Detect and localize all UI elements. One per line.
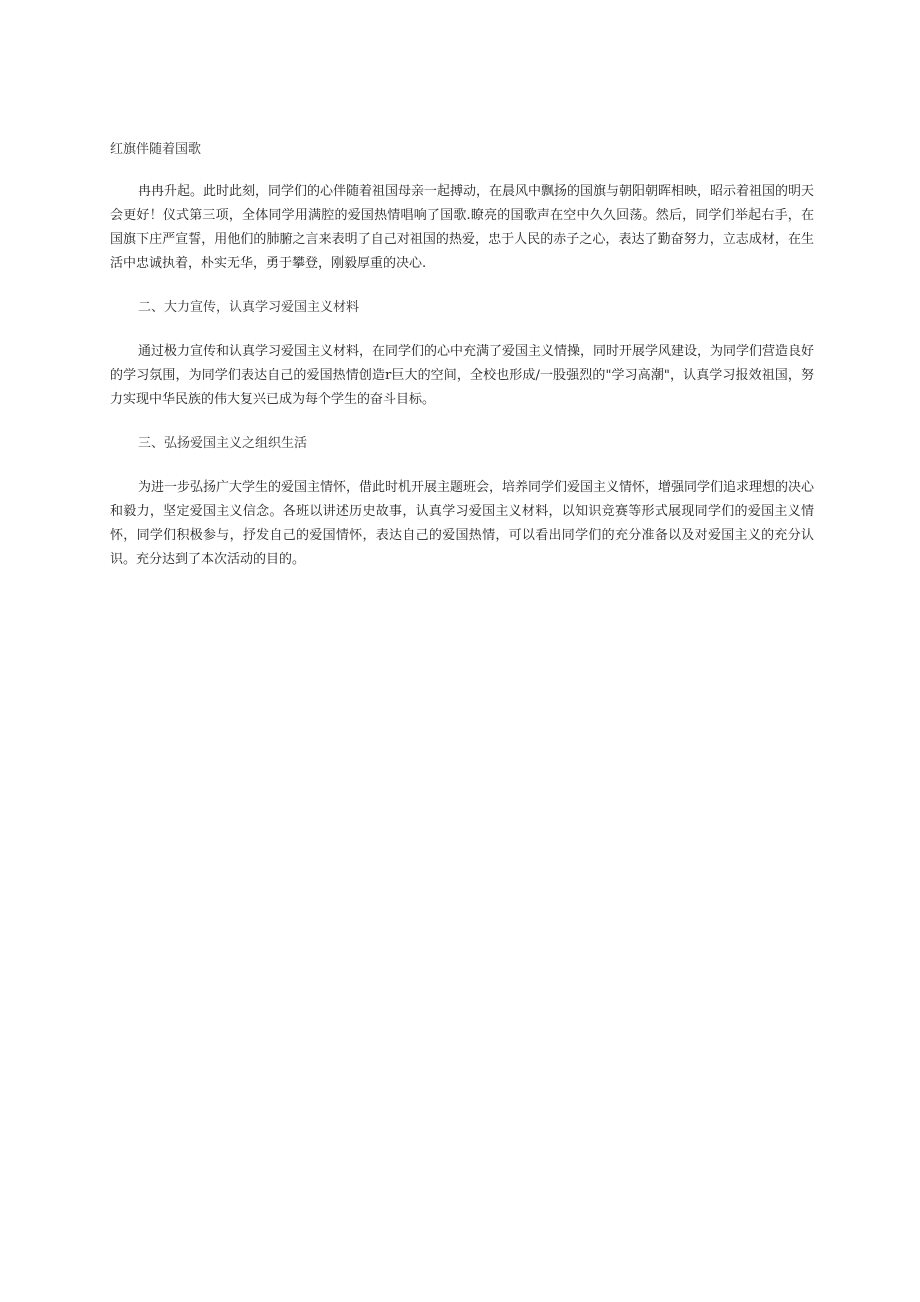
spacer xyxy=(110,276,814,296)
spacer xyxy=(110,162,814,180)
section-title-two: 二、大力宣传，认真学习爱国主义材料 xyxy=(138,300,360,315)
document-page xyxy=(110,138,814,572)
paragraph-ceremony: 冉冉升起。此时此刻，同学们的心伴随着祖国母亲一起搏动，在晨风中飘扬的国旗与朝阳朝晖相映，昭示着祖国的明天会更好！仪式第三项，全体同学用满腔的爱国热情唱响了国歌.瞭亮的国歌声在空中久久回荡。然后，同学们举起右手，在国旗下庄严宣誓，用他们的肺腑之言来表明了自己对祖国的热爱，忠于人民的赤子之心，表达了勤奋努力，立志成材，在生活中忠诚执着，朴实无华，勇于攀登，刚毅厚重的决心. xyxy=(110,184,815,271)
lead-title: 红旗伴随着国歌 xyxy=(110,142,202,157)
paragraph-propaganda: 通过极力宣传和认真学习爱国主义材料，在同学们的心中充满了爱国主义情操，同时开展学风建设，为同学们营造良好的学习氛围，为同学们表达自己的爱国热情创造r巨大的空间，全校也形成/一股强烈的"学习高潮"，认真学习报效祖国，努力实现中华民族的伟大复兴已成为每个学生的奋斗目标。 xyxy=(110,344,815,407)
spacer xyxy=(110,456,814,476)
spacer xyxy=(110,412,814,432)
spacer xyxy=(110,320,814,340)
section-title-three: 三、弘扬爱国主义之组织生活 xyxy=(138,436,308,451)
paragraph-class-meeting: 为进一步弘扬广大学生的爱国主情怀，借此时机开展主题班会，培养同学们爱国主义情怀，增强同学们追求理想的决心和毅力，坚定爱国主义信念。各班以讲述历史故事，认真学习爱国主义材料，以知识竞赛等形式展现同学们的爱国主义情怀，同学们积极参与，抒发自己的爱国情怀，表达自己的爱国热情，可以看出同学们的充分准备以及对爱国主义的充分认识。充分达到了本次活动的目的。 xyxy=(110,480,815,567)
